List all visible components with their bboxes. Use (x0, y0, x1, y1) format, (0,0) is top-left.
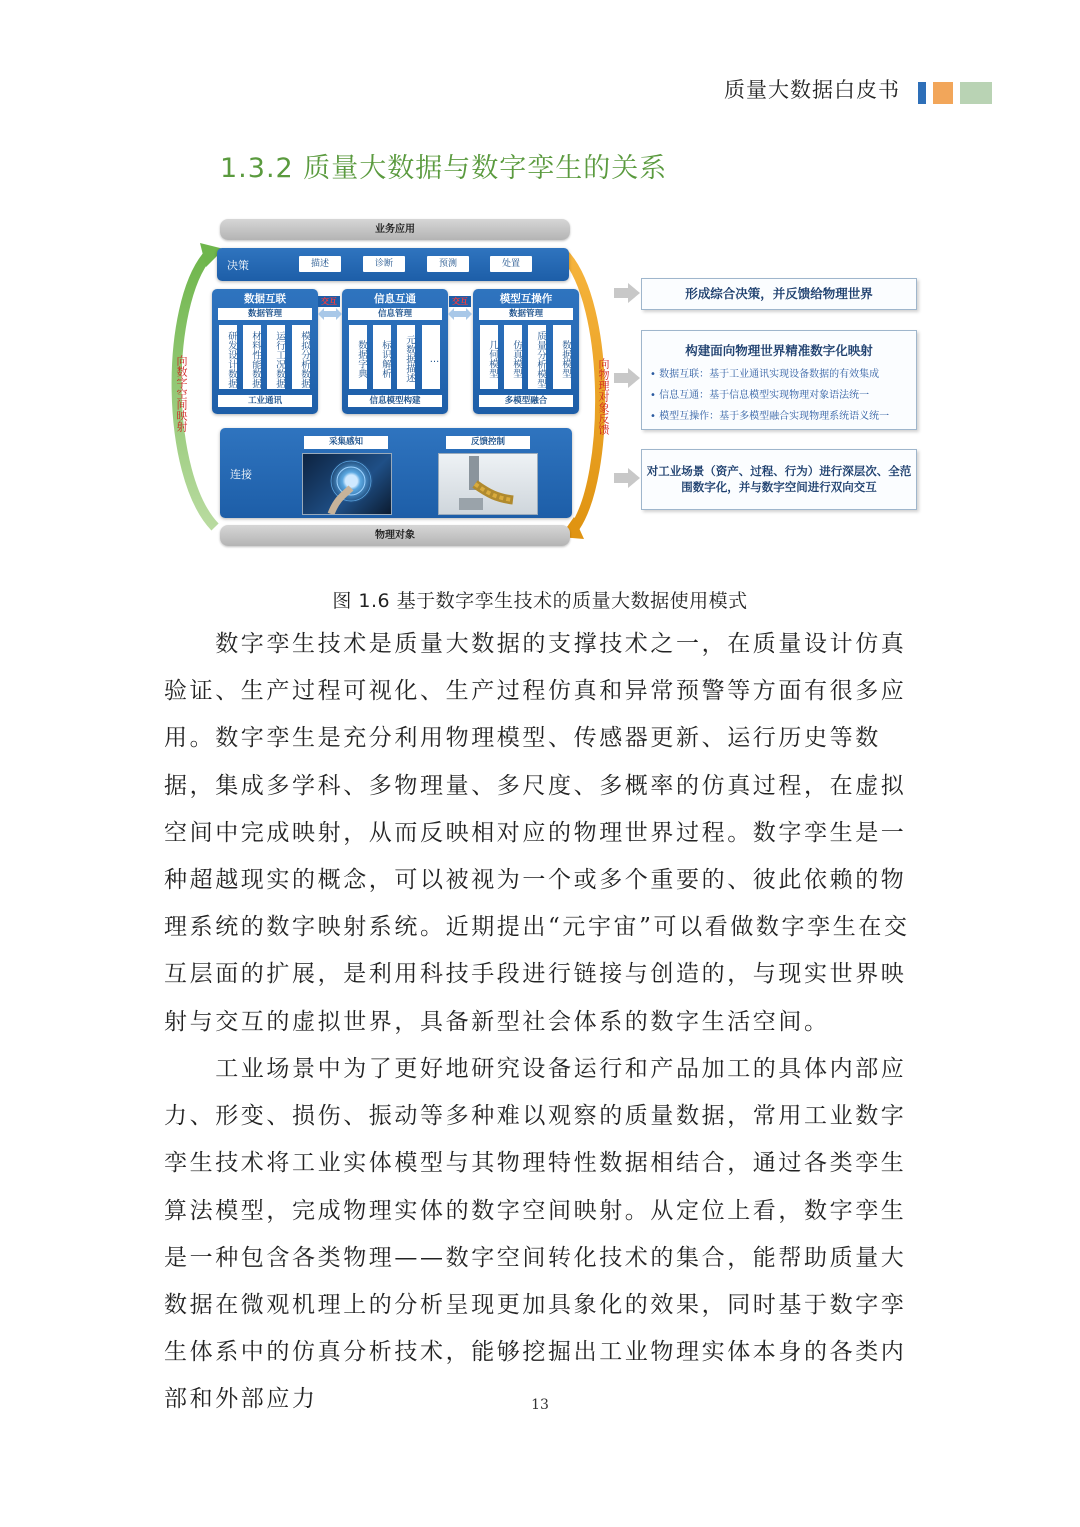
decision-summary-box (641, 278, 917, 310)
double-arrow-icon (448, 308, 472, 320)
decision-item: 预测 (427, 256, 469, 272)
connect-layer (220, 428, 572, 518)
column-box: 元数据描述 (397, 325, 415, 389)
column-box: 仿真模型 (504, 325, 522, 389)
control-label: 反馈控制 (446, 436, 530, 449)
scene-digitization-line: 对工业场景（资产、过程、行为）进行深层次、全范 (646, 464, 912, 478)
column-sub-top: 数据管理 (479, 308, 573, 320)
mapping-bullet-text: 数据互联：基于工业通讯实现设备数据的有效集成 (659, 369, 880, 380)
hand-touch-icon (303, 454, 391, 514)
column-sub-top: 数据管理 (218, 308, 312, 320)
document-title: 质量大数据白皮书 (724, 78, 900, 102)
column-sub-bottom: 多模型融合 (479, 395, 573, 407)
decision-label: 决策 (227, 259, 249, 272)
robot-arm-image (438, 453, 538, 515)
model-interop-panel (473, 289, 579, 414)
body-paragraph: 工业场景中为了更好地研究设备运行和产品加工的具体内部应力、形变、损伤、振动等多种难以观察的质量数据，常用工业数字孪生技术将工业实体模型与其物理特性数据相结合，通过各类孪生算法模型，完成物理实体的数字空间映射。从定位上看，数字孪生是一种包含各类物理——数字空间转化技术的集合，能帮助质量大数据在微观机理上的分析呈现更加具象化的效果，同时基于数字孪生体系中的仿真分析技术，能够挖掘出工业物理实体本身的各类内部和外部应力 (164, 1056, 907, 1413)
column-box: 研发设计数据 (219, 325, 237, 389)
page-number: 13 (531, 1397, 549, 1413)
twin-diagram (0, 0, 1080, 560)
decision-layer (217, 248, 569, 281)
column-box: 数据模型 (553, 325, 571, 389)
mapping-box (641, 330, 917, 430)
mapping-bullet-text: 信息互通：基于信息模型实现物理对象语法统一 (659, 390, 870, 401)
connect-label: 连接 (230, 468, 252, 481)
mapping-bullet: • 信息互通：基于信息模型实现物理对象语法统一 (650, 390, 870, 401)
column-box: 数据字典 (349, 325, 367, 389)
column-title: 信息互通 (374, 293, 416, 305)
scene-digitization-line: 围数字化，并与数字空间进行双向交互 (681, 480, 877, 494)
column-sub-bottom: 工业通讯 (218, 395, 312, 407)
column-box: 材料性能数据 (243, 325, 261, 389)
decision-item: 描述 (299, 256, 341, 272)
physical-object-bar: 物理对象 (220, 525, 570, 546)
column-box: 几何模型 (480, 325, 498, 389)
robot-arm-icon (439, 454, 537, 514)
column-box: 模拟分析数据 (292, 325, 310, 389)
right-arrow-text: 向物理对象反馈 (597, 358, 610, 435)
column-box: 质量分析模型 (528, 325, 546, 389)
right-arrow-icon (614, 468, 640, 488)
interaction-label: 交互 (449, 296, 471, 307)
column-sub-top: 信息管理 (348, 308, 442, 320)
decision-summary-text: 形成综合决策，并反馈给物理世界 (685, 286, 873, 301)
sense-label: 采集感知 (304, 436, 388, 449)
column-box: 标识解析 (373, 325, 391, 389)
mapping-bullet: • 模型互操作：基于多模型融合实现物理系统语义统一 (650, 411, 890, 422)
data-interconnect-panel (212, 289, 318, 414)
sensing-image (302, 453, 392, 515)
column-title: 模型互操作 (499, 293, 553, 305)
decision-item: 诊断 (363, 256, 405, 272)
double-arrow-icon (318, 308, 342, 320)
section-heading: 1.3.2 质量大数据与数字孪生的关系 (220, 153, 668, 184)
interaction-label: 交互 (318, 296, 340, 307)
figure-caption: 图 1.6 基于数字孪生技术的质量大数据使用模式 (332, 590, 748, 612)
decision-item: 处置 (490, 256, 532, 272)
business-application-bar: 业务应用 (220, 219, 570, 240)
column-sub-bottom: 信息模型构建 (348, 395, 442, 407)
mapping-bullet-text: 模型互操作：基于多模型融合实现物理系统语义统一 (659, 411, 890, 422)
mapping-bullet: • 数据互联：基于工业通讯实现设备数据的有效集成 (650, 369, 880, 380)
body-paragraph: 数字孪生技术是质量大数据的支撑技术之一，在质量设计仿真验证、生产过程可视化、生产过程仿真和异常预警等方面有很多应用。数字孪生是充分利用物理模型、传感器更新、运行历史等数据，集成多学科、多物理量、多尺度、多概率的仿真过程，在虚拟空间中完成映射，从而反映相对应的物理世界过程。数字孪生是一种超越现实的概念，可以被视为一个或多个重要的、彼此依赖的物理系统的数字映射系统。近期提出“元宇宙”可以看做数字孪生在交互层面的扩展，是利用科技手段进行链接与创造的，与现实世界映射与交互的虚拟世界，具备新型社会体系的数字生活空间。 (164, 631, 910, 1035)
left-arrow-text: 向数字空间映射 (175, 355, 188, 432)
right-arrow-icon (614, 368, 640, 388)
scene-digitization-box (641, 449, 917, 510)
column-title: 数据互联 (244, 293, 286, 305)
right-arrow-icon (614, 283, 640, 303)
mapping-box-title: 构建面向物理世界精准数字化映射 (685, 343, 873, 358)
column-box: … (422, 325, 440, 389)
info-exchange-panel (342, 289, 448, 414)
column-box: 运行工况数据 (267, 325, 285, 389)
